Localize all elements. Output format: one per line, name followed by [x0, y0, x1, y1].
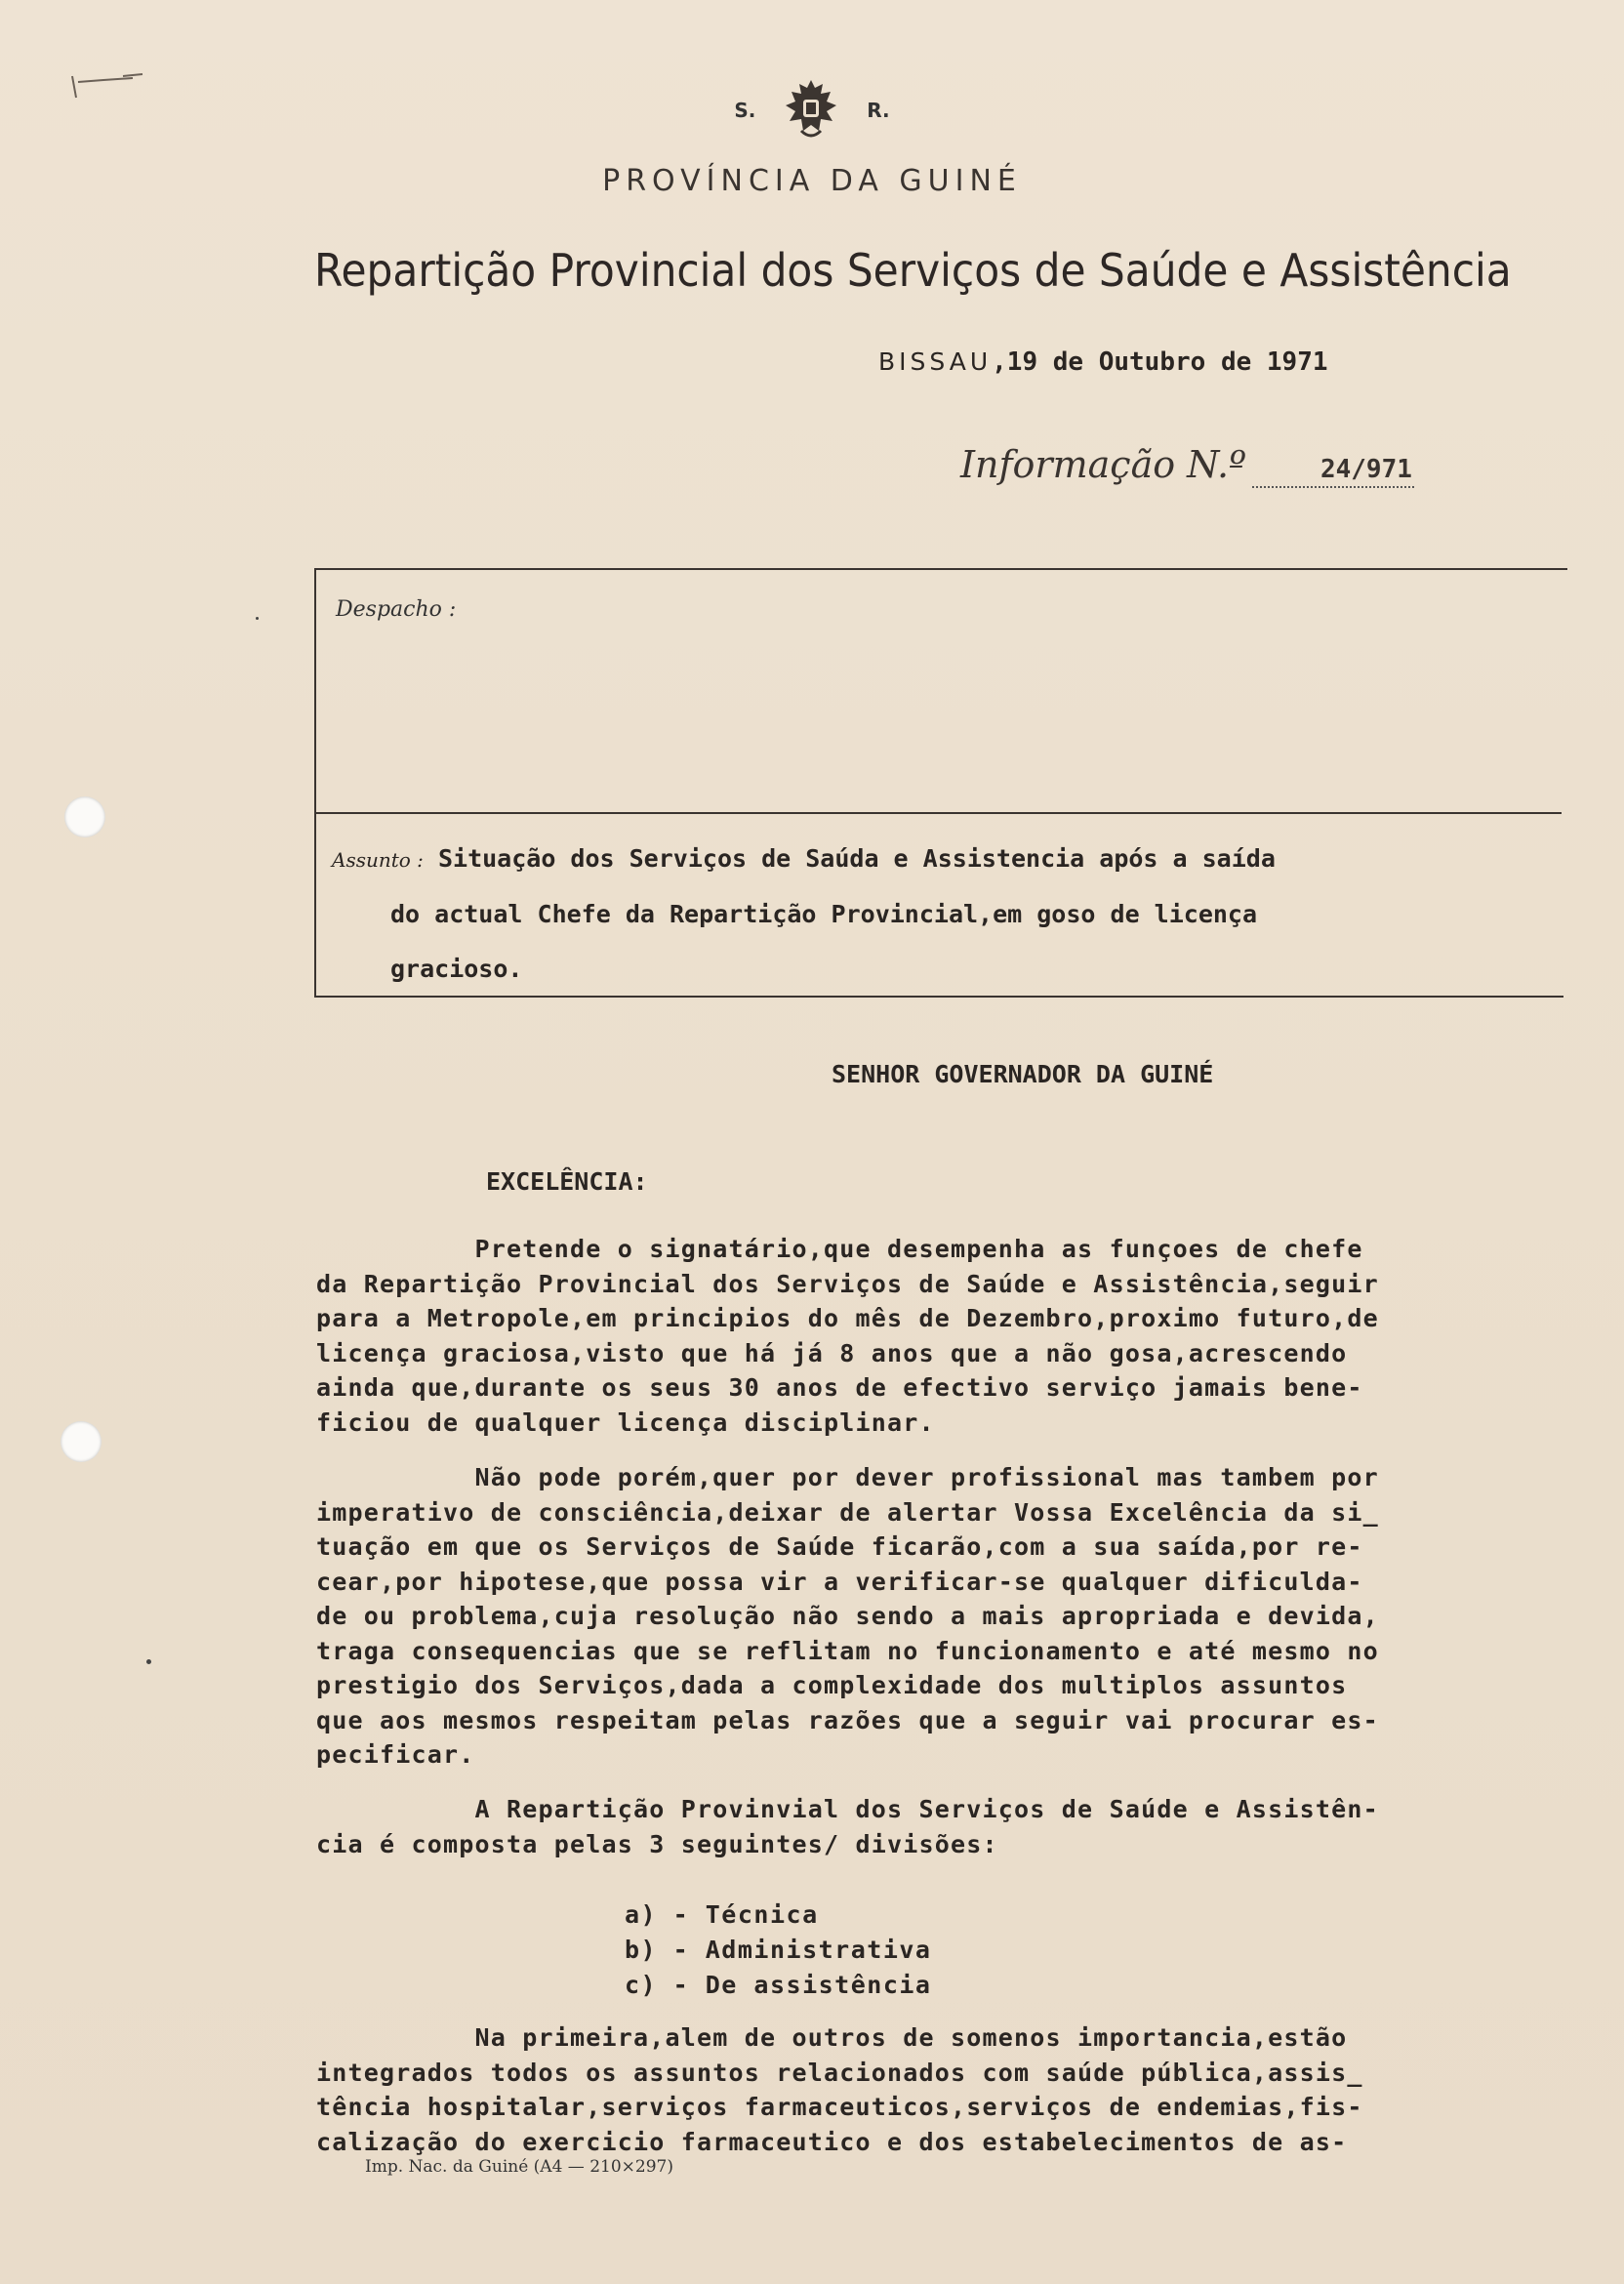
initial-r: R. — [867, 99, 890, 122]
dateline-date: ,19 de Outubro de 1971 — [992, 347, 1328, 377]
binder-hole-top — [64, 796, 105, 837]
paragraph-line: ficiou de qualquer licença disciplinar. — [316, 1407, 935, 1437]
paragraph-line: calização do exercicio farmaceutico e dos estabelecimentos de as- — [316, 2127, 1348, 2156]
paragraph-line: licença graciosa,visto que há já 8 anos que a não gosa,acrescendo — [316, 1338, 1348, 1367]
box-left-rule — [314, 568, 316, 998]
salutation: SENHOR GOVERNADOR DA GUINÉ — [832, 1060, 1214, 1088]
paragraph-line: traga consequencias que se reflitam no funcionamento e até mesmo no — [316, 1636, 1379, 1665]
emblem-row — [0, 76, 1624, 144]
list-item: b) - Administrativa — [625, 1936, 932, 1964]
subject-line: do actual Chefe da Repartição Provincial,em goso de licença — [390, 900, 1258, 928]
subject-label: Assunto : — [332, 848, 424, 872]
subject-text: Situação dos Serviços de Saúda e Assistencia após a saída — [437, 844, 1276, 873]
paragraph-line: ainda que,durante os seus 30 anos de efectivo serviço jamais bene- — [316, 1373, 1363, 1402]
despacho-label: Despacho : — [336, 597, 457, 622]
department-title: Repartição Provincial dos Serviços de Saúde e Assistência — [314, 244, 1512, 297]
paragraph-line: para a Metropole,em principios do mês de Dezembro,proximo futuro,de — [316, 1304, 1379, 1332]
subject-line — [332, 832, 1571, 887]
paragraph-2 — [316, 1460, 1614, 1773]
list-item: a) - Técnica — [625, 1900, 819, 1929]
paragraph-4 — [316, 2020, 1614, 2159]
dateline — [878, 347, 1328, 377]
divisions-list — [625, 1897, 931, 2003]
paragraph-line: Pretende o signatário,que desempenha as funçoes de chefe — [316, 1235, 1363, 1263]
box-top-rule — [314, 568, 1567, 570]
paragraph-line: prestigio dos Serviços,dada a complexidade dos multiplos assuntos — [316, 1671, 1348, 1699]
paragraph-1 — [316, 1232, 1614, 1440]
paragraph-line: cear,por hipotese,que possa vir a verificar-se qualquer dificulda- — [316, 1567, 1363, 1596]
paragraph-line: Na primeira,alem de outros de somenos importancia,estão — [316, 2023, 1348, 2052]
ink-speck — [256, 617, 259, 620]
paragraph-line: cia é composta pelas 3 seguintes/ divisões: — [316, 1829, 998, 1858]
printer-footer: Imp. Nac. da Guiné (A4 — 210×297) — [365, 2157, 673, 2177]
information-number-value: 24/971 — [1252, 455, 1414, 488]
paragraph-line: tência hospitalar,serviços farmaceuticos,serviços de endemias,fis- — [316, 2093, 1363, 2121]
paragraph-line: que aos mesmos respeitam pelas razões que a seguir vai procurar es- — [316, 1705, 1379, 1734]
box-middle-rule — [314, 812, 1562, 814]
paragraph-line: tuação em que os Serviços de Saúde ficarão,com a sua saída,por re- — [316, 1532, 1363, 1561]
information-number — [960, 443, 1414, 488]
subject-line: gracioso. — [390, 955, 523, 983]
paragraph-line: imperativo de consciência,deixar de alertar Vossa Excelência da si_ — [316, 1497, 1379, 1527]
paragraph-line: integrados todos os assuntos relacionados com saúde pública,assis_ — [316, 2058, 1363, 2087]
ink-speck — [146, 1659, 151, 1664]
information-label: Informação N.º — [960, 443, 1246, 486]
paragraph-line: A Repartição Provinvial dos Serviços de Saúde e Assistên- — [316, 1795, 1379, 1823]
paragraph-line: de ou problema,cuja resolução não sendo a mais apropriada e devida, — [316, 1602, 1379, 1630]
province-title: PROVÍNCIA DA GUINÉ — [602, 164, 1022, 198]
coat-of-arms-icon — [780, 76, 842, 144]
dateline-city: BISSAU — [878, 347, 993, 376]
paragraph-line: da Repartição Provincial dos Serviços de Saúde e Assistência,seguir — [316, 1269, 1379, 1298]
binder-hole-bottom — [61, 1421, 102, 1462]
paragraph-line: Não pode porém,quer por dever profissional mas tambem por — [316, 1463, 1379, 1491]
opening: EXCELÊNCIA: — [486, 1167, 648, 1196]
paragraph-3 — [316, 1792, 1614, 1861]
subject-block — [332, 832, 1571, 997]
initial-s: S. — [734, 99, 756, 122]
list-item: c) - De assistência — [625, 1971, 932, 1999]
paragraph-line: pecificar. — [316, 1740, 475, 1769]
